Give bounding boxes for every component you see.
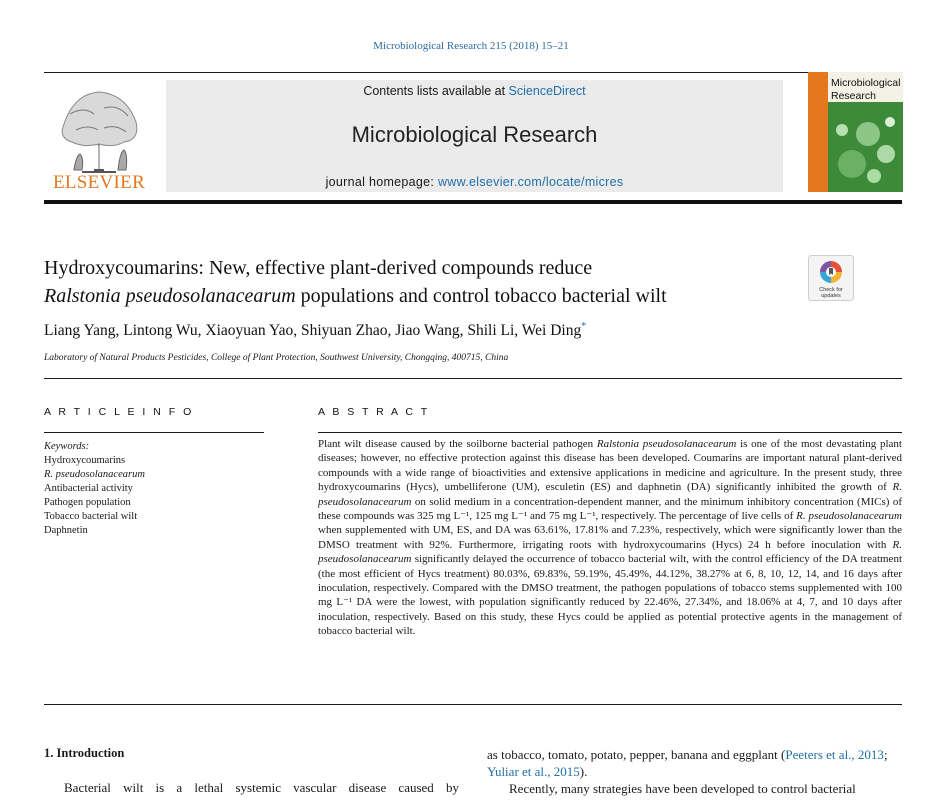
keyword-item: Tobacco bacterial wilt	[44, 511, 138, 522]
homepage-prefix: journal homepage:	[325, 175, 438, 189]
title-line-2-rest: populations and control tobacco bacterial wilt	[295, 285, 667, 307]
reference-link-yuliar[interactable]: Yuliar et al., 2015	[487, 764, 580, 779]
journal-title: Microbiological Research	[351, 122, 598, 147]
abstract-species: R. pseudosolanacearum	[318, 538, 902, 566]
check-for-updates-badge[interactable]	[808, 255, 854, 301]
journal-citation[interactable]: Microbiological Research 215 (2018) 15–21	[373, 40, 569, 52]
abstract-part: significantly delayed the occurrence of tobacco bacterial wilt, with the control efficiency of the DA treatment (the most efficient of Hycs treatment) 80.03%, 69.83%, 59.19%, 45.49%, 44.12%, 38.27% at 6, 8, 10, 12, 14, and 16 days after inoculation, respectively. Compared with the DMSO treatment, the pathogen populations of tobacco stems supplemented with 100 mg L⁻¹ DA were the lowest, with population significantly reduced by 22.46%, 27.34%, and 18.06% at 4, 7, and 10 days after inoculation, respectively. Based on this study, these Hycs could be applied as potential protective agents in the management of tobacco bacterial wilt.	[318, 553, 902, 638]
article-title	[44, 254, 784, 310]
intro-right-paragraph	[487, 746, 902, 780]
corresponding-author-mark[interactable]: *	[581, 321, 587, 332]
abstract-part: is one of the most devastating plant diseases; however, no effective protection against this disease has been developed. Coumarins are important natural plant-derived compounds with a wide range of bioactivities and extensive applications in medicine and agriculture. In the present study, three hydroxycoumarins (Hycs), umbelliferone (UM), esculetin (ES) and daphnetin (DA) significantly inhibited the growth of	[318, 438, 902, 494]
badge-text-line1: Check for	[819, 287, 843, 293]
masthead-bottom-rule	[44, 200, 902, 204]
title-line-1: Hydroxycoumarins: New, effective plant-derived compounds reduce	[44, 257, 593, 279]
publisher-wordmark: ELSEVIER	[52, 172, 146, 193]
abstract-part: when supplemented with UM, ES, and DA was 63.61%, 17.81% and 7.23%, respectively, which were significantly lower than the DMSO treatment with 92%. Furthermore, irrigating roots with hydroxycoumarins (Hycs) 24 h before inoculation with	[318, 524, 902, 551]
title-line-2	[44, 282, 784, 310]
title-species: Ralstonia pseudosolanacearum	[44, 285, 296, 307]
intro-heading: 1. Introduction	[44, 746, 125, 760]
homepage-line	[166, 175, 783, 189]
keywords-label: Keywords:	[44, 441, 90, 452]
intro-right-text: as tobacco, tomato, potato, pepper, banana and eggplant (	[487, 747, 786, 762]
abstract-heading: A B S T R A C T	[318, 406, 430, 418]
homepage-link[interactable]: www.elsevier.com/locate/micres	[437, 175, 624, 189]
affiliation: Laboratory of Natural Products Pesticides, College of Plant Protection, Southwest University, Chongqing, 400715, China	[44, 353, 509, 363]
contents-line	[166, 84, 783, 98]
sciencedirect-link[interactable]: ScienceDirect	[508, 84, 586, 98]
reference-link-peeters[interactable]: Peeters et al., 2013	[785, 747, 884, 762]
intro-right-paragraph-2: Recently, many strategies have been developed to control bacterial	[509, 781, 856, 796]
abstract-bottom-rule	[44, 704, 902, 705]
author-names: Liang Yang, Lintong Wu, Xiaoyuan Yao, Shiyuan Zhao, Jiao Wang, Shili Li, Wei Ding	[44, 322, 582, 340]
keyword-item: Hydroxycoumarins	[44, 455, 126, 466]
abstract-rule	[318, 432, 902, 433]
article-info-heading: A R T I C L E I N F O	[44, 406, 194, 418]
abstract-species: R. pseudosolanacearum	[796, 510, 902, 523]
abstract-part: Plant wilt disease caused by the soilborne bacterial pathogen	[318, 438, 597, 450]
keyword-item: R. pseudosolanacearum	[44, 469, 145, 480]
keyword-item: Pathogen population	[44, 497, 131, 508]
abstract-species: R. pseudosolanacearum	[318, 481, 902, 508]
abstract-text	[318, 437, 902, 639]
keywords-block	[44, 440, 264, 538]
intro-left-text: Bacterial wilt is a lethal systemic vascular disease caused by	[64, 780, 459, 795]
cover-title-line1: Microbiological	[831, 77, 901, 89]
header-divider	[44, 72, 902, 73]
authors-divider	[44, 378, 902, 379]
journal-cover-image[interactable]	[808, 72, 903, 192]
abstract-species: Ralstonia pseudosolanacearum	[596, 438, 737, 450]
abstract-part: on solid medium in a concentration-dependent manner, and the minimum inhibitory concentration (MICs) of these compounds was 325 mg L⁻¹, 125 mg L⁻¹ and 75 mg L⁻¹, respectively. The percentage of live cells of	[318, 495, 902, 523]
badge-text-line2: updates	[821, 293, 841, 299]
intro-right-column	[487, 746, 902, 797]
intro-ref-separator: ;	[883, 747, 888, 762]
author-list	[44, 321, 586, 340]
keyword-item: Daphnetin	[44, 525, 88, 536]
intro-right-text-end: ).	[579, 764, 588, 779]
cover-title-line2: Research	[831, 90, 876, 102]
article-info-rule	[44, 432, 264, 433]
keyword-item: Antibacterial activity	[44, 483, 133, 494]
contents-prefix: Contents lists available at	[363, 84, 509, 98]
